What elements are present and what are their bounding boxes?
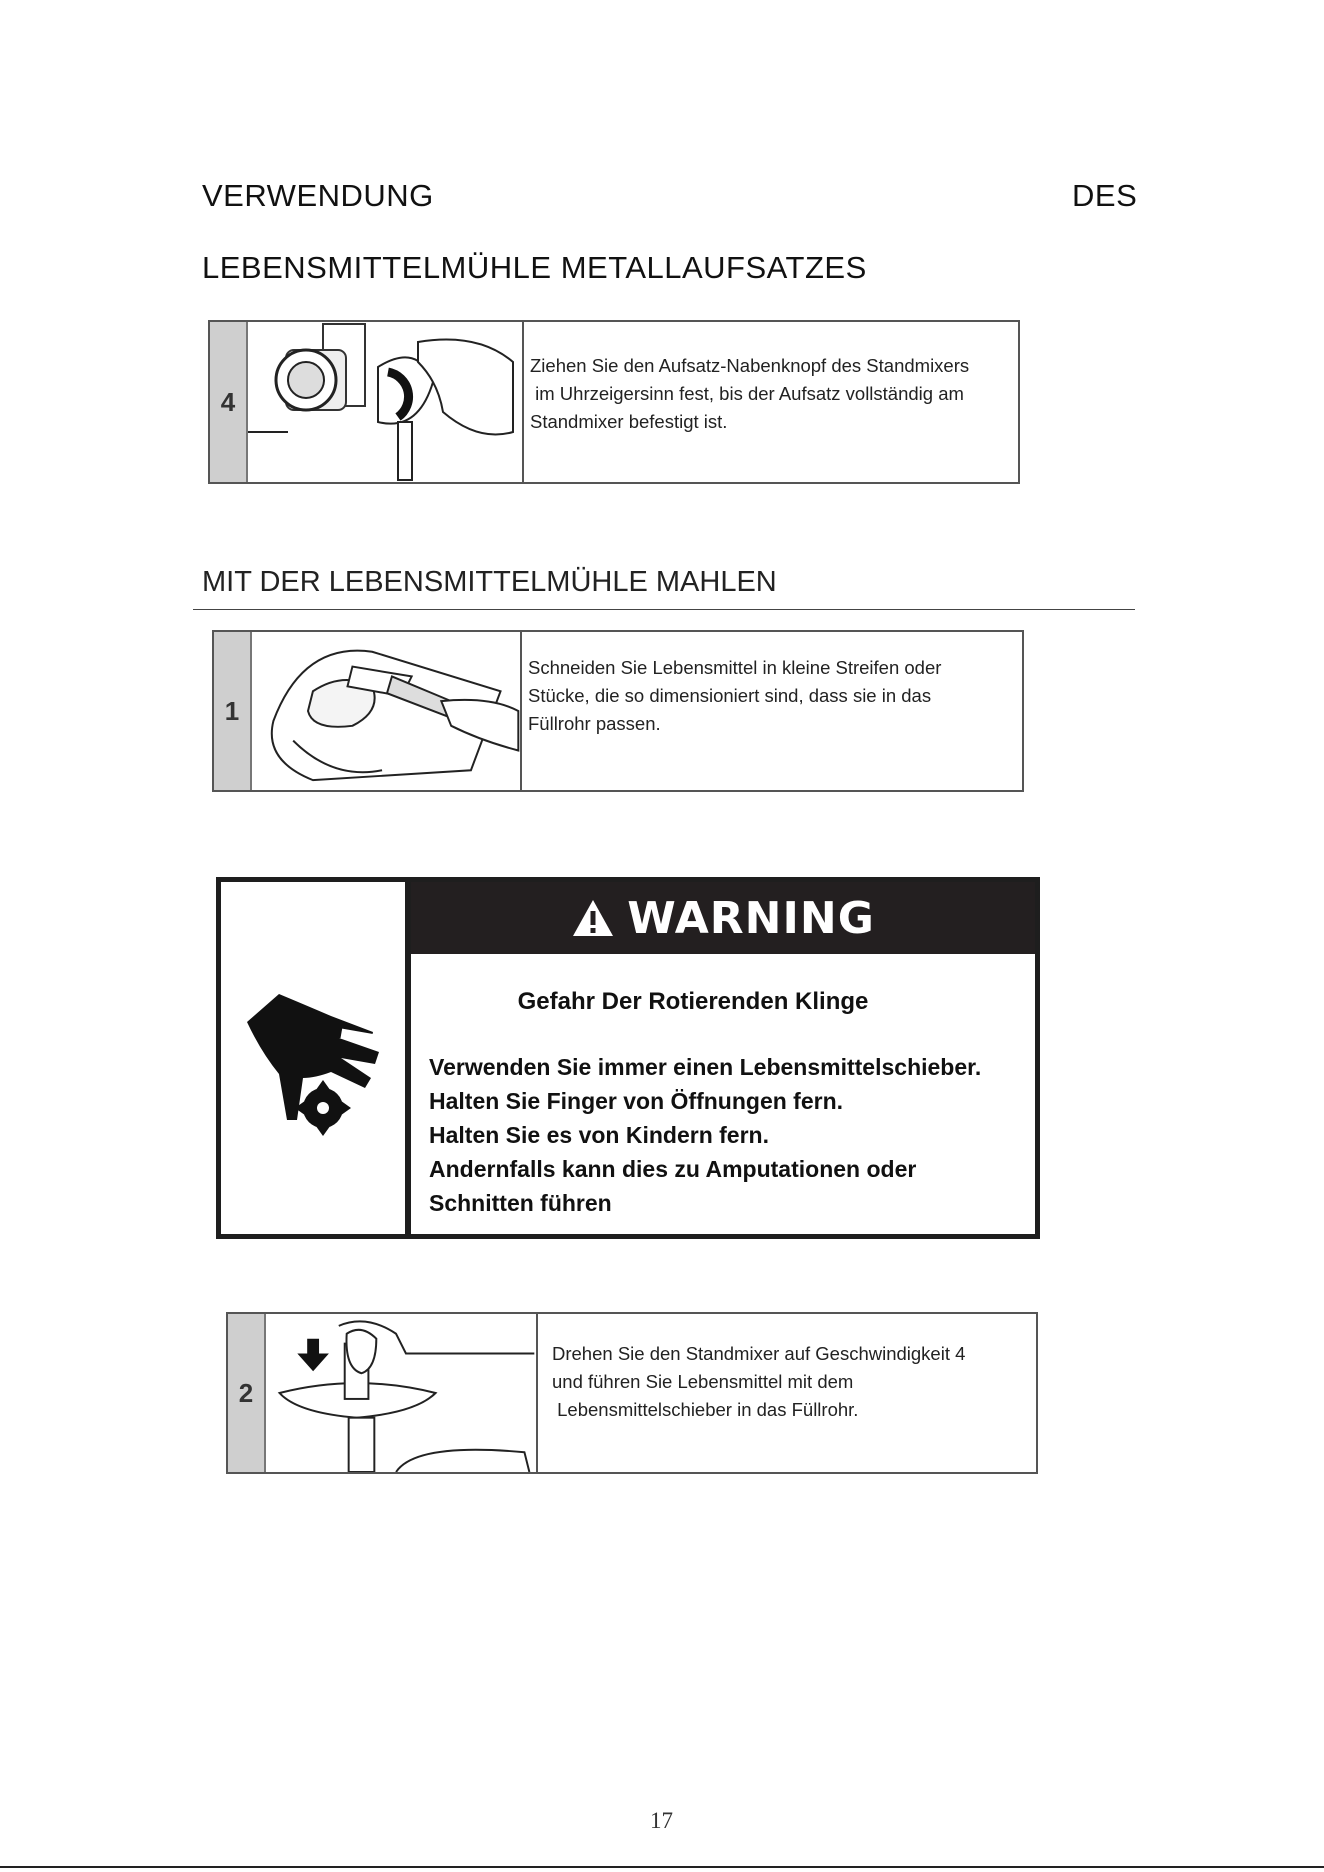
step-instruction <box>530 352 969 436</box>
warning-text-line: Halten Sie es von Kindern fern. <box>429 1122 769 1148</box>
warning-text-line: Halten Sie Finger von Öffnungen fern. <box>429 1088 844 1114</box>
cutting-board-illustration-icon <box>252 632 520 790</box>
warning-triangle-icon <box>571 898 615 938</box>
step-card-1 <box>212 630 1024 792</box>
step-number: 4 <box>210 322 248 482</box>
warning-subtitle: Gefahr Der Rotierenden Klinge <box>517 988 869 1015</box>
food-pusher-illustration-icon <box>266 1314 536 1472</box>
step-text-line: Stücke, die so dimensioniert sind, dass sie in das <box>528 685 932 706</box>
step-illustration-cut-food <box>252 632 522 790</box>
step-text-line: Ziehen Sie den Aufsatz-Nabenknopf des Standmixers <box>530 355 970 376</box>
warning-body <box>411 954 1035 1234</box>
warning-text-line: Andernfalls kann dies zu Amputationen oder <box>429 1156 917 1182</box>
attachment-knob-illustration-icon <box>248 322 522 482</box>
step-text-line: Füllrohr passen. <box>528 713 661 734</box>
step-number: 2 <box>228 1314 266 1472</box>
step-illustration-feed-pusher <box>266 1314 538 1472</box>
step-text-line: Drehen Sie den Standmixer auf Geschwindigkeit 4 <box>552 1343 966 1364</box>
hand-blade-hazard-icon <box>221 882 405 1234</box>
page-number: 17 <box>650 1808 673 1833</box>
title-line-2: LEBENSMITTELMÜHLE METALLAUFSATZES <box>202 250 867 285</box>
step-card-2 <box>226 1312 1038 1474</box>
warning-text-line: Schnitten führen <box>429 1190 612 1216</box>
step-text-line: und führen Sie Lebensmittel mit dem <box>552 1371 854 1392</box>
section-divider <box>193 609 1135 610</box>
warning-box <box>216 877 1040 1239</box>
step-illustration-attach-hub-knob <box>248 322 524 482</box>
step-number: 1 <box>214 632 252 790</box>
step-text-line: Standmixer befestigt ist. <box>530 411 728 432</box>
warning-icon-column <box>221 882 411 1234</box>
warning-header <box>411 882 1035 954</box>
title-line-1-right: DES <box>1072 178 1138 213</box>
step-instruction <box>528 654 941 738</box>
step-text-line: Lebensmittelschieber in das Füllrohr. <box>552 1399 859 1420</box>
page-bottom-edge <box>0 1866 1324 1868</box>
title-line-1-left: VERWENDUNG <box>202 178 434 213</box>
step-instruction <box>552 1340 965 1424</box>
warning-text-line: Verwenden Sie immer einen Lebensmittelschieber. <box>429 1054 982 1080</box>
section-title: MIT DER LEBENSMITTELMÜHLE MAHLEN <box>202 566 777 598</box>
warning-title: WARNING <box>627 892 875 944</box>
step-text-line: im Uhrzeigersinn fest, bis der Aufsatz vollständig am <box>530 383 964 404</box>
step-card-4 <box>208 320 1020 484</box>
step-text-line: Schneiden Sie Lebensmittel in kleine Streifen oder <box>528 657 942 678</box>
